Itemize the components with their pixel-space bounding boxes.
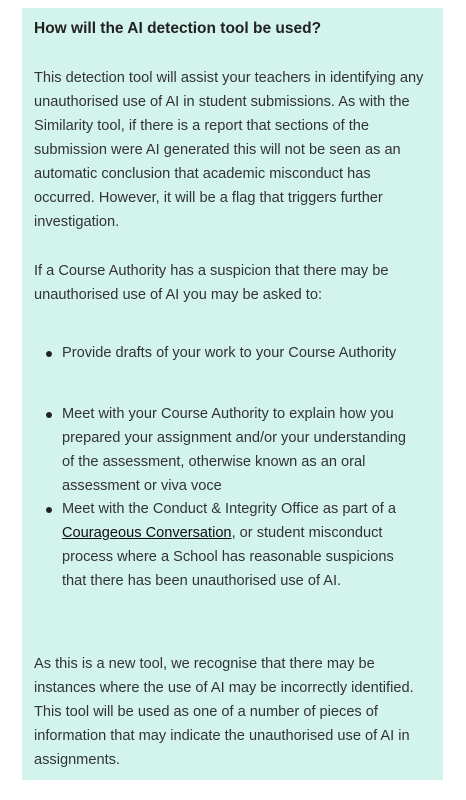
list-item-drafts [62, 341, 422, 365]
bullet-dot-icon [46, 351, 52, 357]
intro-paragraph: This detection tool will assist your teachers in identifying any unauthorised use of AI in student submissions. As with the Similarity tool, if there is a report that sections of the submission were AI generated this will not be seen as an automatic conclusion that academic misconduct has occurred. However, it will be a flag that triggers further investigation. [34, 70, 424, 230]
suspicion-paragraph: If a Course Authority has a suspicion that there may be unauthorised use of AI you may be asked to: [34, 263, 389, 303]
list-item-text: Meet with your Course Authority to explain how you prepared your assignment and/or your understanding of the assessment, otherwise known as an oral assessment or viva voce [62, 406, 406, 494]
closing-paragraph: As this is a new tool, we recognise that there may be instances where the use of AI may be incorrectly identified. This tool will be used as one of a number of pieces of information that may indicate the unauthorised use of AI in assignments. [34, 656, 414, 768]
list-item-meeting [62, 402, 422, 498]
list-item-text-before: Meet with the Conduct & Integrity Office as part of a [62, 501, 396, 517]
list-item-conduct-office [62, 497, 422, 593]
list-item-text: Provide drafts of your work to your Course Authority [62, 345, 397, 361]
bullet-dot-icon [46, 412, 52, 418]
content-panel [22, 8, 443, 780]
bullet-dot-icon [46, 507, 52, 513]
courageous-conversation-link[interactable]: Courageous Conversation [62, 525, 232, 541]
section-heading: How will the AI detection tool be used? [34, 20, 322, 37]
list-item-text-after: , or student misconduct process where a School has reasonable suspicions that there has been unauthorised use of AI. [62, 525, 394, 589]
